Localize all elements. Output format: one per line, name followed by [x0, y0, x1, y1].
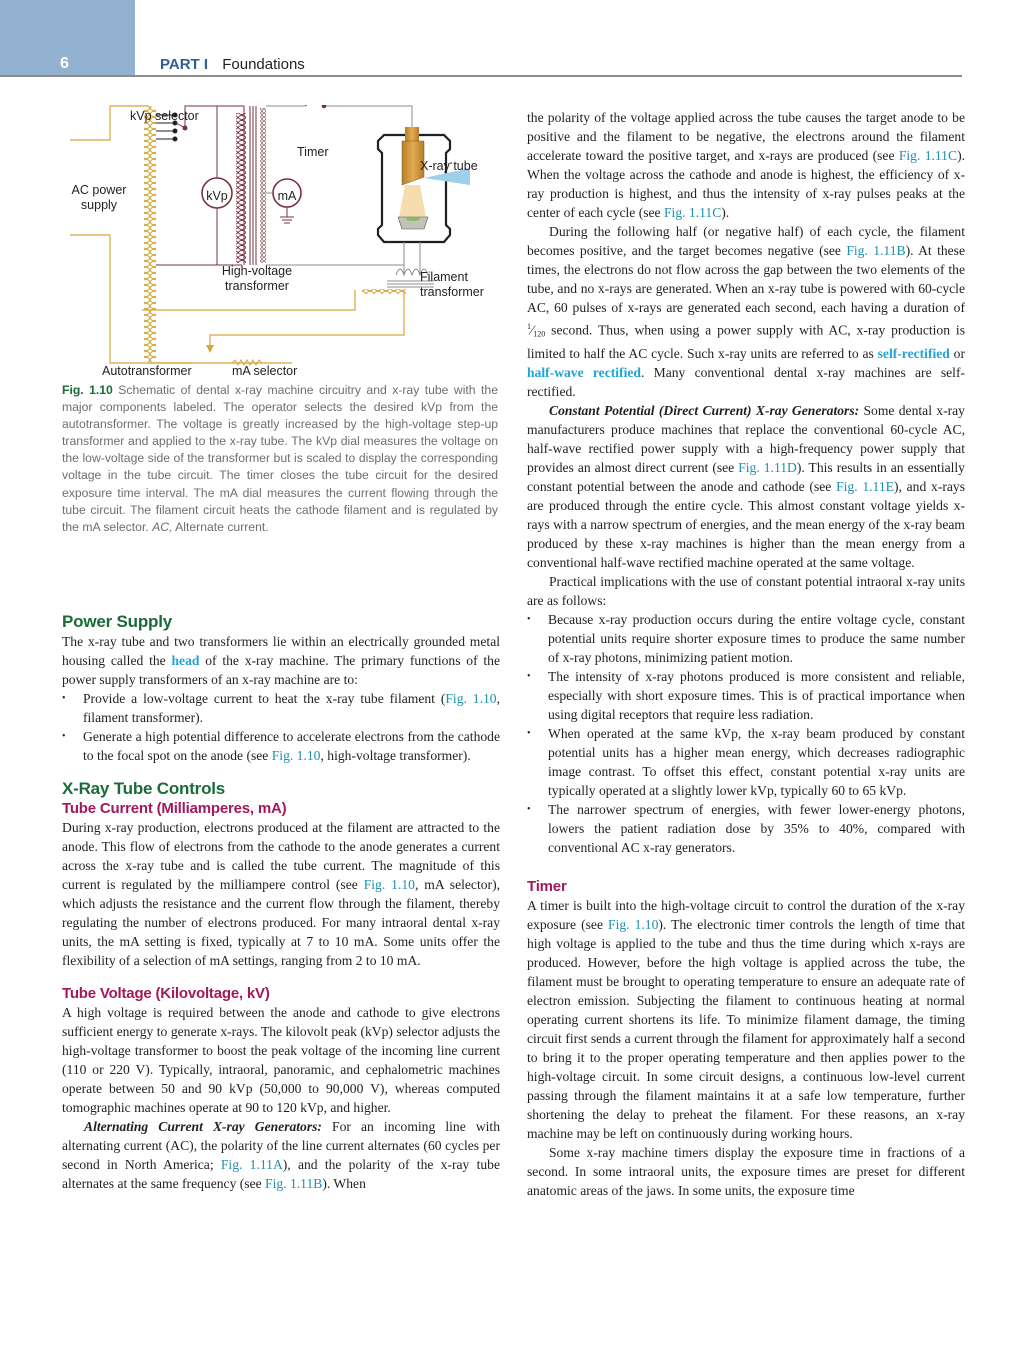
list-item: • Because x-ray production occurs during the entire voltage cycle, constant potential units require shorter exposure times to produce the same number of x-ray photons, minimizing patient motion. [527, 610, 965, 667]
label-kvp-meter: kVp [206, 189, 228, 203]
label-ma-selector: mA selector [232, 364, 298, 378]
hv-primary-coil [236, 113, 246, 263]
list-item: • Provide a low-voltage current to heat the x-ray tube filament (Fig. 1.10, filament transformer). [62, 689, 500, 727]
heading-tube-voltage: Tube Voltage (Kilovoltage, kV) [62, 985, 270, 1002]
bullet-list [527, 610, 965, 857]
fig-link[interactable]: Fig. 1.11B [846, 243, 906, 258]
hv-secondary-coil [260, 108, 266, 263]
part-title: Foundations [222, 56, 305, 73]
right-column [527, 108, 965, 1200]
list-item: • When operated at the same kVp, the x-ray beam produced by constant potential units has a higher mean energy, which decreases radiographic image contrast. To offset this effect, constant potential x-ray units are typically operated at a slightly lower kVp, typically 60 to 65 kVp. [527, 724, 965, 800]
ground-icon [280, 207, 294, 223]
fig-link[interactable]: Fig. 1.11C [898, 148, 958, 163]
heading-xray-tube-controls: X-Ray Tube Controls [62, 779, 226, 798]
ma-selector-arrow [206, 345, 214, 353]
paragraph: During x-ray production, electrons produced at the filament are attracted to the anode. This flow of electrons from the cathode to the anode generates a current across the x-ray tube and is called the tube current. The magnitude of this current is regulated by the milliampere control (see Fig. 1.10, mA selector), which adjusts the resistance and the current flow through the filament, thereby regulating the number of electrons produced. For many intraoral dental x-ray units, the mA setting is fixed, typically at 7 to 10 mA. Some units offer the flexibility of a selection of mA settings, ranging from 2 to 10 mA. [62, 820, 500, 968]
paragraph: Practical implications with the use of constant potential intraoral x-ray units are as follows: [527, 573, 965, 608]
key-term-head[interactable]: head [171, 653, 200, 668]
list-item: • The intensity of x-ray photons produced is more consistent and reliable, especially with short exposure times. This is of practical importance when using digital receptors that require less radiation. [527, 667, 965, 724]
fig-link[interactable]: Fig. 1.10 [363, 877, 415, 892]
fig-link[interactable]: Fig. 1.11D [738, 459, 797, 475]
fig-link[interactable]: Fig. 1.10 [608, 916, 659, 932]
paragraph: the polarity of the voltage applied across the tube causes the target anode to be positive and the filament to be negative, the electrons around the filament accelerate toward the positive target, and x-rays are produced (see Fig. 1.11C). When the voltage across the cathode and anode is highest, the efficiency of x-ray production is highest, and thus the intensity of x-ray pulses peaks at the center of each cycle (see Fig. 1.11C). [527, 110, 965, 220]
heading-tube-current: Tube Current (Milliamperes, mA) [62, 800, 287, 817]
paragraph: Alternating Current X-ray Generators: For an incoming line with alternating current (AC), the polarity of the line current alternates (60 cycles per second in North America; Fig. 1.11A), and the polarity of the x-ray tube alternates at the same frequency (see Fig. 1.11B). When [62, 1119, 500, 1191]
page-number: 6 [60, 55, 69, 72]
paragraph: Constant Potential (Direct Current) X-ray Generators: Some dental x-ray manufacturers produce machines that replace the conventional 60-cycle AC, half-wave rectified power supply with a high-frequency power supply that provides an almost direct current (see Fig. 1.11D). This results in an essentially constant potential between the anode and cathode (see Fig. 1.11E), and x-rays are produced through the entire cycle. This almost constant voltage yields x-rays with a narrow spectrum of energies, and the mean energy of the x-ray beam produced by these x-ray machines is higher than the mean energy from a conventional half-wave rectified machine operated at the same voltage. [527, 402, 965, 570]
figure-1-10-schematic [62, 105, 502, 380]
fig-link[interactable]: Fig. 1.11B [265, 1176, 323, 1191]
label-ma-meter: mA [277, 189, 297, 203]
label-ac-power-supply: AC power supply [71, 183, 127, 212]
heading-timer: Timer [527, 877, 567, 895]
header-rule [0, 75, 962, 77]
left-column [62, 612, 500, 1193]
paragraph: A timer is built into the high-voltage circuit to control the duration of the x-ray exposure (see Fig. 1.10). The electronic timer controls the length of time that high voltage is applied to the tube and thus the time during which x-rays are produced. However, before the high voltage is applied across the tube, the filament must be brought to operating temperature to ensure an adequate rate of electron emission. Subjecting the filament to continuous heating at normal operating current shortens its life. To minimize filament damage, the timing circuit first sends a current through the filament for approximately half a second to bring it to the proper operating temperature and then applies power to the high-voltage circuit. In some circuit designs, a continuous low-level current passing through the filament maintains it at a safe low temperature, further shortening the delay to preheat the filament. For these reasons, an x-ray machine may be left on continuously during working hours. [527, 897, 965, 1141]
part-label: PART I [160, 56, 209, 73]
key-term-self-rectified[interactable]: self-rectified [877, 345, 950, 361]
running-head [160, 56, 305, 73]
paragraph: A high voltage is required between the anode and cathode to give electrons sufficient energy to generate x-rays. The kilovolt peak (kVp) selector adjusts the high-voltage transformer to boost the peak voltage of the incoming line current (110 or 220 V). Typically, intraoral, panoramic, and cephalometric machines operate between 50 and 90 kVp (50,000 to 90,000 V), whereas computed tomographic machines operate at 90 to 120 kVp, and higher. [62, 1005, 500, 1115]
key-term-half-wave-rectified[interactable]: half-wave rectified [527, 364, 641, 380]
list-item: • Generate a high potential difference to accelerate electrons from the cathode to the focal spot on the anode (see Fig. 1.10, high-voltage transformer). [62, 727, 500, 765]
label-hv-transformer: High-voltage transformer [221, 264, 293, 293]
heading-power-supply: Power Supply [62, 612, 173, 631]
autotransformer-coil [144, 106, 156, 362]
xray-tube-icon [378, 127, 450, 242]
label-filament-transformer: Filament transformer [420, 270, 484, 299]
fig-link[interactable]: Fig. 1.10 [445, 691, 497, 706]
fig-link[interactable]: Fig. 1.10 [271, 748, 321, 763]
paragraph: During the following half (or negative half) of each cycle, the filament becomes positive, and the target becomes negative (see Fig. 1.11B). At these times, the electrons do not flow across the gap between the two elements of the tube, and no x-rays are generated. When an x-ray tube is powered with 60-cycle AC, 60 pulses of x-rays are generated each second, each having a duration of $^1⁄_{120}$ second. Thus, when using a power supply with AC, x-ray production is limited to half the AC cycle. Such x-ray units are referred to as self-rectified or half-wave rectified. Many conventional dental x-ray machines are self-rectified. [527, 224, 966, 399]
paragraph: The x-ray tube and two transformers lie within an electrically grounded metal housing called the head of the x-ray machine. The primary functions of the power supply transformers of an x-ray machine are to: [62, 634, 500, 687]
fig-link[interactable]: Fig. 1.11E [836, 478, 894, 494]
label-xray-tube: X-ray tube [420, 159, 478, 173]
label-autotransformer: Autotransformer [102, 364, 192, 378]
fig-link[interactable]: Fig. 1.11A [220, 1157, 283, 1172]
label-timer: Timer [297, 145, 329, 159]
label-kvp-selector: kVp selector [130, 109, 199, 123]
caption-fig-number: Fig. 1.10 [62, 383, 113, 397]
bullet-list [62, 689, 500, 765]
figure-caption: Fig. 1.10 Schematic of dental x-ray machine circuitry and x-ray tube with the major components labeled. The operator selects the desired kVp from the autotransformer. The voltage is greatly increased by the high-voltage step-up transformer and applied to the x-ray tube. The kVp dial measures the voltage on the low-voltage side of the transformer but is scaled to display the corresponding voltage in the tube circuit. The timer closes the tube circuit for the desired exposure time interval. The mA dial measures the current flowing through the tube circuit. The filament circuit heats the cathode filament and is regulated by the mA selector. AC, Alternate current. [62, 383, 498, 534]
paragraph: Some x-ray machine timers display the exposure time in fractions of a second. In some intraoral units, the exposure times are preset for different anatomic areas of the jaws. In some units, the exposure time [527, 1144, 965, 1198]
list-item: • The narrower spectrum of energies, with fewer lower-energy photons, lowers the patient radiation dose by 35% to 40%, compared with conventional AC x-ray generators. [527, 800, 965, 857]
timer-switch-icon [305, 105, 326, 108]
fig-link[interactable]: Fig. 1.11C [663, 205, 722, 220]
xray-circuit-diagram [62, 105, 502, 380]
